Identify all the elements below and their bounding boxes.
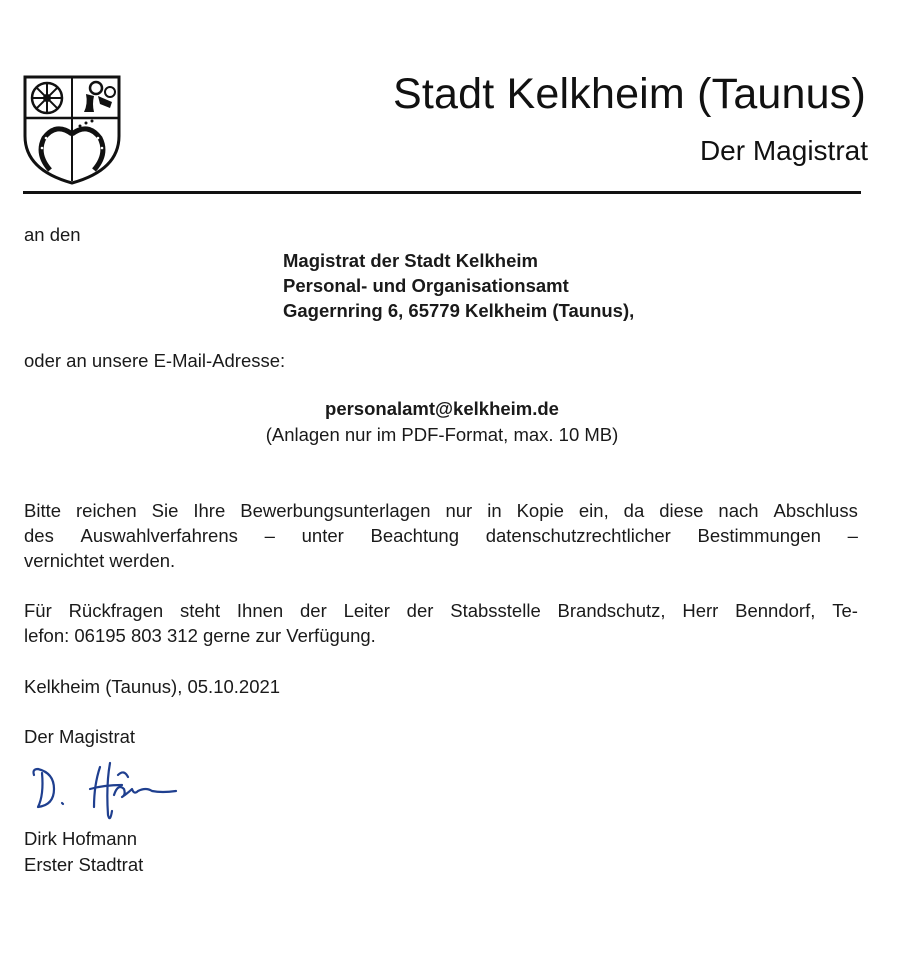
recipient-line: Magistrat der Stadt Kelkheim <box>283 250 538 271</box>
paragraph-line: vernichtet werden. <box>24 550 176 571</box>
signer-title: Erster Stadtrat <box>24 854 144 875</box>
email-note: (Anlagen nur im PDF-Format, max. 10 MB) <box>265 424 619 445</box>
paragraph-line: des Auswahlverfahrens – unter Beachtung datenschutzrechtlicher Bestimmungen – <box>24 525 858 546</box>
department-title: Der Magistrat <box>699 135 868 166</box>
paragraph-copies <box>24 498 858 573</box>
email-intro: oder an unsere E-Mail-Adresse: <box>24 350 286 371</box>
paragraph-line: Für Rückfragen steht Ihnen der Leiter der Stabsstelle Brandschutz, Herr Benndorf, Te- <box>24 600 858 621</box>
signer-name: Dirk Hofmann <box>24 828 138 849</box>
paragraph-line: Bitte reichen Sie Ihre Bewerbungsunterlagen nur in Kopie ein, da diese nach Abschluss <box>24 500 858 521</box>
recipient-line: Gagernring 6, 65779 Kelkheim (Taunus), <box>283 300 635 321</box>
paragraph-line: lefon: 06195 803 312 gerne zur Verfügung. <box>24 625 376 646</box>
paragraph-contact <box>24 598 858 648</box>
recipient-line: Personal- und Organisationsamt <box>283 275 569 296</box>
recipient-address <box>283 248 634 323</box>
closing-authority: Der Magistrat <box>24 726 136 747</box>
place-date: Kelkheim (Taunus), 05.10.2021 <box>24 676 281 697</box>
city-title: Stadt Kelkheim (Taunus) <box>392 70 866 118</box>
to-label: an den <box>24 224 81 245</box>
header-divider <box>23 191 861 194</box>
email-address[interactable]: personalamt@kelkheim.de <box>325 398 559 419</box>
coat-of-arms-icon <box>22 74 122 186</box>
handwritten-signature <box>28 755 188 825</box>
